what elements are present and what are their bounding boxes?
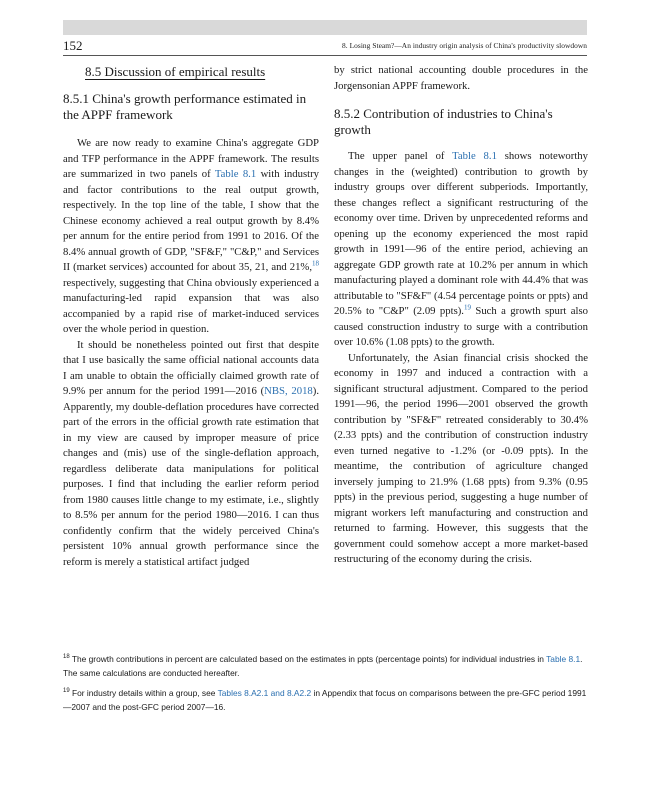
page-header [63, 38, 587, 54]
footnote-19-marker[interactable]: 19 [463, 303, 471, 312]
footnote-18: $^{18}$ The growth contributions in percent are calculated based on the estimates in ppts (percentage points) for individual industries in Table 8.1. The same calculations are conducted hereafter. [63, 654, 583, 678]
running-head: 8. Losing Steam?—An industry origin analysis of China's productivity slowdown [342, 41, 587, 50]
paragraph: We are now ready to examine China's aggregate GDP and TFP performance in the APPF framework. The results are summarized in two panels of Table 8.1 with industry and factor contributions to the real output growth, respectively. In the top line of the table, I show that the Chinese economy achieved a real output growth by 8.4% per annum for the entire period from 1991 to 2016. Of the 8.4% annual growth of GDP, "SF&F," "C&P," and Services II (market services) accounted for about 35, 21, and 21%,$^{18}$ respectively, suggesting that China obviously experienced a manufacturing-led rapid expansion that was also accompanied by a rapid rise of market-induced services over the whole period in question. [63, 137, 319, 335]
table-8-1-link[interactable]: Table 8.1 [452, 150, 497, 162]
paragraph: by strict national accounting double procedures in the Jorgensonian APPF framework. [334, 64, 588, 92]
paragraph: Unfortunately, the Asian financial crisis shocked the economy in 1997 and induced a contraction with a significant structural adjustment. Compared to the period 1991—96, the period 1996—2001 observed the growth contribution by "SF&F" retreated considerably to 30.4% (2.33 ppts) and the contribution of construction industry even turned negative to -1.2% (or -0.09 ppts). In the meantime, the contribution of agriculture changed inversely jumping to 21.9% (1.68 ppts) from 9.3% (0.95 ppts) in the previous period, suggesting a huge number of migrant workers left manufacturing and construction and returned to farming. However, this suggests that the government could somehow accept a more market-based restructuring of the economy during the crisis. [334, 351, 588, 565]
page-number: 152 [63, 38, 83, 53]
footnote-19: $^{19}$ For industry details within a group, see Tables 8.A2.1 and 8.A2.2 in Appendix that focus on comparisons between the pre-GFC period 1991—2007 and the post-GFC period 2007—16. [63, 688, 587, 712]
subsection-heading-8-5-1: 8.5.1 China's growth performance estimated in the APPF framework [63, 91, 307, 122]
header-bar [63, 20, 587, 35]
nbs-2018-citation-link[interactable]: NBS, 2018 [264, 385, 313, 397]
table-8-1-link[interactable]: Table 8.1 [214, 168, 257, 180]
footnote-18-marker[interactable]: 18 [312, 259, 319, 268]
table-8-1-link[interactable]: Table 8.1 [546, 654, 581, 664]
paragraph: The upper panel of Table 8.1 shows noteworthy changes in the (weighted) contribution to growth by industry groups over different subperiods. Importantly, these changes reflect a significant restructuring of the economy over time. Driven by unprecedented reforms and opening up the economy experienced the most rapid growth in 1991—96 of the entire period, achieving an aggregate GDP growth rate at 10.2% per annum in which manufacturing played a dominant role with 44.4% that was attributable to "SF&F" (4.54 percentage points or ppts) and 20.5% to "C&P" (2.09 ppts).$^{19}$ Such a growth spurt also caused construction industry to surge with a contribution over 10.6% (1.08 ppts) to the growth. [334, 150, 588, 348]
left-column [63, 63, 319, 570]
section-heading: 8.5 Discussion of empirical results [85, 64, 266, 79]
appendix-tables-link[interactable]: Tables 8.A2.1 and 8.A2.2 [217, 688, 312, 698]
footnotes [63, 653, 587, 714]
header-rule [63, 55, 587, 56]
paragraph: It should be nonetheless pointed out first that despite that I use basically the same official national accounts data I am unable to obtain the officially claimed growth rate of 9.9% per annum for the period 1991—2016 (NBS, 2018). Apparently, my double-deflation procedures have corrected part of the errors in the official growth rate estimation that in my view are caused by improper measure of price changes and (mis) use of the single-deflation approach, regardless deliberate data manipulations for political purposes. I find that including the earlier reform period from 1980 causes little change to my estimate, i.e., slightly to 8.5% per annum for the period 1980—2016. I can thus confidently confirm that the widely perceived China's persistent 10% annual growth performance since the reform is merely a statistical artifact judged [63, 338, 319, 568]
right-column [334, 63, 588, 568]
subsection-heading-8-5-2: 8.5.2 Contribution of industries to China's growth [334, 106, 553, 137]
